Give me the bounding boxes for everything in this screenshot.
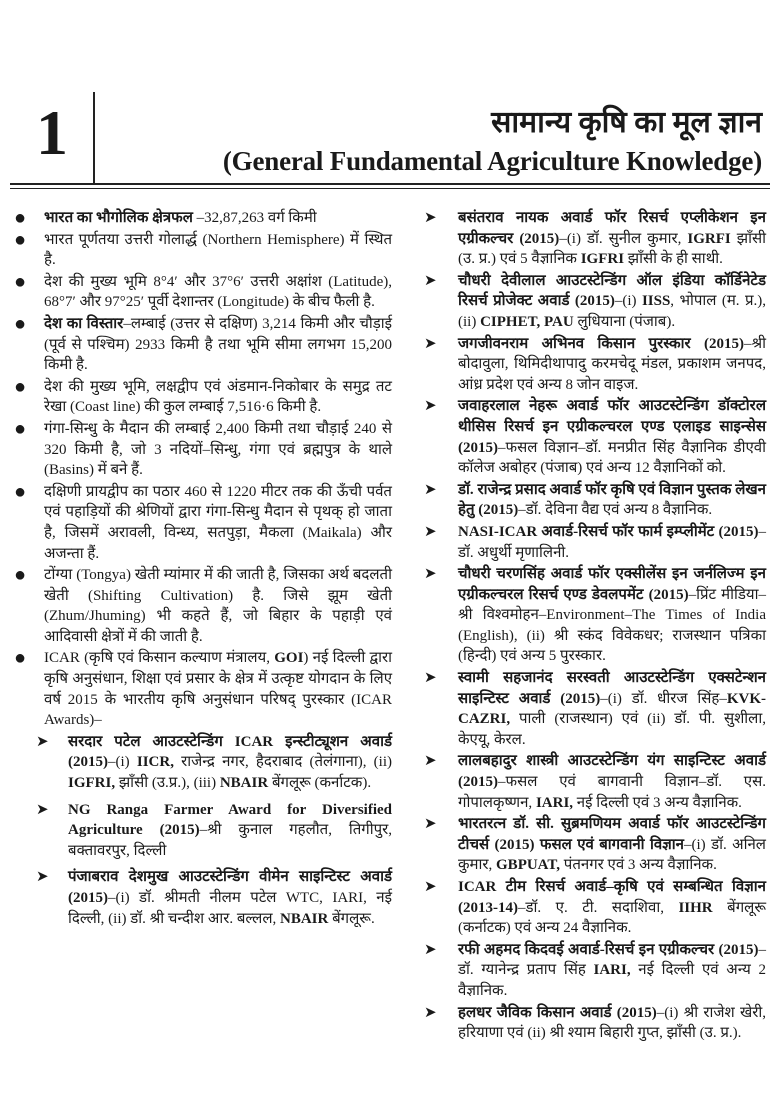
bold-text: IIHR [678,899,713,916]
bullet-item [12,482,392,564]
bullet-item [12,419,392,481]
bullet-icon: ● [14,270,27,293]
arrow-icon: ➤ [424,272,437,289]
text: झाँसी (उ. प्र.) एवं 5 वैज्ञानिक [458,230,766,268]
text: –(i) [614,293,642,310]
text: –डॉ. देविना वैद्य एवं अन्य 8 वैज्ञानिक. [518,502,713,519]
bullet-icon: ● [14,647,27,670]
arrow-icon: ➤ [424,566,437,583]
text: , भोपाल (म. प्र.), (ii) [458,293,766,330]
bold-text: पंजाबराव देशमुख आउटस्टेन्डिंग वीमेन साइन्टिस्ट अवार्ड (2015) [68,869,392,906]
arrow-icon: ➤ [424,753,437,770]
text: –(i) [108,754,137,771]
text: –(i) श्री राजेश खेरी, हरियाणा एवं (ii) श्री श्याम बिहारी गुप्त, झाँसी (उ. प्र.). [458,1004,766,1042]
award-item [414,940,766,1002]
award-item [414,208,766,270]
bold-text: CIPHET, PAU [480,313,574,330]
bold-text: IGFRI [580,251,625,268]
bold-text: NG Ranga Farmer Award for Diversified Agriculture (2015) [68,801,392,839]
bullet-item [12,648,392,730]
text: –डॉ. ग्यानेन्द्र प्रताप सिंह [458,941,766,979]
arrow-icon: ➤ [424,816,437,833]
text: राजेन्द्र नगर, हैदराबाद (तेलंगाना), (ii) [173,754,392,771]
bullet-item [12,377,392,418]
text: –32,87,263 वर्ग किमी [192,210,317,226]
bold-text: IGFRI, [68,775,116,792]
header-rule [10,183,770,185]
arrow-icon: ➤ [36,801,49,818]
arrow-icon: ➤ [424,210,437,226]
bullet-item [12,314,392,376]
text: दक्षिणी प्रायद्वीप का पठार 460 से 1220 मीटर तक की ऊँची पर्वत एवं पहाड़ियों की श्रेणियों द्वारा गंगा-सिन्धु मैदान से पृथक् हो जाता है, जिसमें अरावली, विन्ध्य, सतपुड़ा, मैकला (Maikala) और अजन्ता हैं. [44,483,392,562]
award-item [414,334,766,396]
text: –लम्बाई (उत्तर से दक्षिण) 3,214 किमी और चौड़ाई (पूर्व से पश्चिम) 2933 किमी है तथा भूमि सीमा लगभग 15,200 किमी है. [44,315,393,374]
bold-text: डॉ. राजेन्द्र प्रसाद अवार्ड फॉर कृषि एवं विज्ञान पुस्तक लेखन हेतु (2015) [458,481,766,519]
bullet-icon: ● [14,207,27,229]
bold-text: जगजीवनराम अभिनव किसान पुरस्कार (2015) [458,335,744,352]
award-item [414,522,766,563]
arrow-icon: ➤ [36,733,49,750]
award-item [414,480,766,521]
bold-text: लालबहादुर शास्त्री आउटस्टेन्डिंग यंग साइन्टिस्ट अवार्ड (2015) [458,753,766,791]
text: –डॉ. ए. टी. सदाशिवा, [518,899,679,916]
bullet-icon: ● [14,312,27,335]
arrow-icon: ➤ [424,670,437,687]
arrow-icon: ➤ [424,523,437,540]
text: भारत पूर्णतया उत्तरी गोलार्द्ध (Northern Hemisphere) में स्थित है. [44,231,392,269]
text: –प्रिंट मीडिया–श्री विश्वमोहन–Environment–The Times of India (English), (ii) श्री स्कंद विवेकधर; राजस्थान पत्रिका (हिन्दी) एवं अन्य 5 पुरस्कार. [458,586,766,665]
bold-text: जवाहरलाल नेहरू अवार्ड फॉर आउटस्टेन्डिंग डॉक्टोरल थीसिस रिसर्च इन एग्रीकल्चरल एण्ड एलाइड साइन्सेस (2015) [458,398,766,456]
arrow-icon: ➤ [424,398,437,415]
text: देश की मुख्य भूमि 8°4′ और 37°6′ उत्तरी अक्षांश (Latitude), 68°7′ और 97°25′ पूर्वी देशान्तर (Longitude) के बीच फैली है. [44,273,392,311]
text: बेंगलूरू. [328,910,375,927]
text: गंगा-सिन्धु के मैदान की लम्बाई 2,400 किमी तथा चौड़ाई 240 से 320 किमी है, जो 3 नदियों–सिन्धु, गंगा एवं ब्रह्मपुत्र के थाले (Basins) में बने हैं. [44,420,392,479]
award-item [414,668,766,750]
bullet-icon: ● [14,564,27,587]
bold-text: भारतरत्न डॉ. सी. सुब्रमणियम अवार्ड फॉर आउटस्टेन्डिंग टीचर्स (2015) फसल एवं बागवानी विज्ञान [458,816,766,853]
left-column [12,208,392,935]
bold-text: IARI, [535,794,574,811]
bold-text: IISS [641,293,671,310]
bold-text: GBPUAT, [496,857,561,874]
award-item [414,877,766,939]
bullet-item [12,272,392,313]
arrow-icon: ➤ [36,869,49,886]
bold-text: बसंतराव नायक अवार्ड फॉर रिसर्च एप्लीकेशन इन एग्रीकल्चर (2015) [458,210,766,247]
bold-text: IICR, [136,754,174,771]
text: नई दिल्ली एवं 3 अन्य वैज्ञानिक. [573,794,742,811]
header-rule-thin [10,188,770,189]
bold-text: रफी अहमद किदवई अवार्ड-रिसर्च इन एग्रीकल्चर (2015) [458,941,759,958]
award-item [414,564,766,667]
text: टोंग्या (Tongya) खेती म्यांमार में की जाती है, जिसका अर्थ बदलती खेती (Shifting Cultivation) है. जिसे झूम खेती (Zhum/Jhuming) भी कहते हैं, जो बिहार के पहाड़ी एवं आदिवासी क्षेत्रों में की जाती है. [44,567,392,645]
bold-text: भारत का भौगोलिक क्षेत्रफल [44,210,193,226]
bullet-icon: ● [14,417,27,440]
bold-text: हलधर जैविक किसान अवार्ड (2015) [458,1004,657,1021]
award-item [12,732,392,794]
chapter-title-english: (General Fundamental Agriculture Knowledge) [222,146,762,176]
bullet-item [12,565,392,647]
chapter-title-hindi: सामान्य कृषि का मूल ज्ञान [491,106,762,139]
bold-text: NBAIR [280,910,329,927]
bullet-icon: ● [14,228,27,251]
award-item [414,1003,766,1044]
text: बेंगलूरू (कर्नाटक). [268,775,372,792]
text: –श्री बोदावुला, थिमिदीथापादु करमचेदू मंडल, प्रकाशम जनपद, आंध्र प्रदेश एवं अन्य 8 जोन वाइज. [458,335,766,393]
text: बेंगलूरू (कर्नाटक) एवं अन्य 24 वैज्ञानिक. [458,899,766,937]
bold-text: स्वामी सहजानंद सरस्वती आउटस्टेन्डिंग एक्सटेन्शन साइन्टिस्ट अवार्ड (2015) [458,670,766,707]
bold-text: चौधरी चरणसिंह अवार्ड फॉर एक्सीलेंस इन जर्नलिज्म इन एग्रीकल्चरल रिसर्च एण्ड डेवलपमेंट (2015) [458,566,766,603]
text: –(i) डॉ. श्रीमती नीलम पटेल WTC, IARI, नई दिल्ली, (ii) डॉ. श्री चन्दीश आर. बल्लल, [68,890,392,927]
bold-text: देश का विस्तार [44,315,124,332]
text: पंतनगर एवं 3 अन्य वैज्ञानिक. [560,857,717,874]
chapter-number: 1 [36,97,68,168]
arrow-icon: ➤ [424,1004,437,1021]
text: –श्री कुनाल गहलौत, तिगीपुर, बक्तावरपुर, दिल्ली [68,822,392,859]
text: –डॉ. अधुर्थी मृणालिनी. [458,523,766,561]
text: पाली (राजस्थान) एवं (ii) डॉ. पी. सुशीला, केएयू, केरल. [458,711,766,748]
text: –(i) डॉ. धीरज सिंह– [600,690,727,707]
text: ICAR (कृषि एवं किसान कल्याण मंत्रालय, [44,650,275,667]
text: –फसल एवं बागवानी विज्ञान–डॉ. एस. गोपालकृष्णन, [458,774,766,811]
arrow-icon: ➤ [424,335,437,352]
bold-text: IGRFI [687,230,731,247]
bullet-icon: ● [14,375,27,398]
header-divider [93,92,95,184]
bullet-item [12,208,392,229]
text: नई दिल्ली एवं अन्य 2 वैज्ञानिक. [458,962,766,999]
bold-text: चौधरी देवीलाल आउटस्टेन्डिंग ऑल इंडिया कॉर्डिनेटेड रिसर्च प्रोजेक्ट अवार्ड (2015) [458,272,766,310]
text: ) नई दिल्ली द्वारा कृषि अनुसंधान, शिक्षा एवं प्रसार के क्षेत्र में उत्कृष्ट योगदान के लिए वर्ष 2015 के भारतीय कृषि अनुसंधान परिषद् पुरस्कार (ICAR Awards)– [44,650,392,729]
text: लुधियाना (पंजाब). [573,313,676,330]
bold-text: IARI, [593,962,631,979]
bold-text: NASI-ICAR अवार्ड-रिसर्च फॉर फार्म इम्प्लीमेंट (2015) [458,523,759,540]
bold-text: GOI [274,650,304,667]
bold-text: NBAIR [219,775,269,792]
text: –फसल विज्ञान–डॉ. मनप्रीत सिंह वैज्ञानिक डीएवी कॉलेज अबोहर (पंजाब) एवं अन्य 12 वैज्ञानिकों को. [458,439,766,477]
right-column [414,208,766,1045]
text: झाँसी (उ.प्र.), (iii) [115,775,220,792]
award-item [414,751,766,813]
award-item [414,271,766,333]
bold-text: ICAR टीम रिसर्च अवार्ड–कृषि एवं सम्बन्धित विज्ञान (2013-14) [458,879,766,916]
award-item [414,396,766,478]
arrow-icon: ➤ [424,481,437,498]
arrow-icon: ➤ [424,879,437,895]
bullet-icon: ● [14,480,27,503]
text: –(i) डॉ. अनिल कुमार, [458,836,766,874]
arrow-icon: ➤ [424,941,437,958]
bold-text: KVK-CAZRI, [458,690,766,728]
bold-text: सरदार पटेल आउटस्टेन्डिंग ICAR इन्स्टीट्यूशन अवार्ड (2015) [68,733,392,771]
award-item [414,814,766,876]
award-item [12,800,392,862]
text: –(i) डॉ. सुनील कुमार, [559,230,688,247]
text: झाँसी के ही साथी. [624,251,723,268]
text: देश की मुख्य भूमि, लक्षद्वीप एवं अंडमान-निकोबार के समुद्र तट रेखा (Coast line) की कुल लम्बाई 7,516·6 किमी है. [44,378,392,416]
bullet-item [12,230,392,271]
award-item [12,867,392,929]
